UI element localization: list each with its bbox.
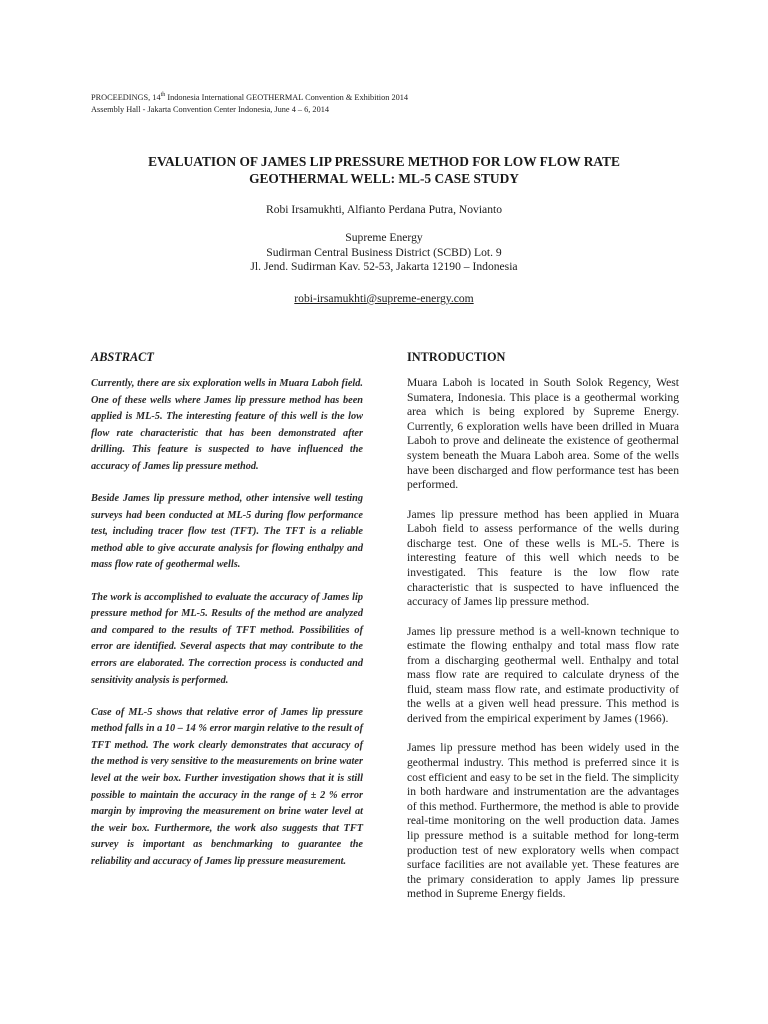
author-email-link[interactable]: robi-irsamukhti@supreme-energy.com	[294, 292, 474, 305]
abstract-paragraph: The work is accomplished to evaluate the accuracy of James lip pressure method for ML-5. Results of the method are analyzed and compared to the results of TFT method. Possibilities of error are identified. Several aspects that may contribute to the errors are elaborated. The correction process is conducted and sensitivity analysis is performed.	[91, 591, 363, 686]
introduction-paragraph: Muara Laboh is located in South Solok Regency, West Sumatera, Indonesia. This place is a geothermal working area which is being explored by Supreme Energy. Currently, 6 exploration wells have been drilled in Muara Laboh to prove and delineate the existence of geothermal system beneath the Muara Laboh area. Some of the wells have been discharged and flow performance test has been performed.	[407, 376, 679, 492]
paper-title	[80, 153, 688, 187]
author-list: Robi Irsamukhti, Alfianto Perdana Putra, Novianto	[265, 203, 503, 216]
abstract-paragraph: Beside James lip pressure method, other intensive well testing surveys had been conducted at ML-5 during flow performance test, including tracer flow test (TFT). The TFT is a reliable method able to give accurate analysis for flowing enthalpy and mass flow rate of geothermal wells.	[91, 493, 363, 571]
proceedings-line-1: PROCEEDINGS, 14th Indonesia International GEOTHERMAL Convention & Exhibition 2014	[91, 92, 409, 102]
abstract-paragraph: Currently, there are six exploration wells in Muara Laboh field. One of these wells where James lip pressure method has been applied is ML-5. The interesting feature of this well is the low flow rate characteristic that has been demonstrated after drilling. This feature is suspected to have influenced the accuracy of James lip pressure method.	[91, 378, 363, 472]
email-block	[80, 291, 688, 306]
proceedings-line-2: Assembly Hall - Jakarta Convention Center Indonesia, June 4 – 6, 2014	[91, 105, 330, 114]
affiliation-address-1: Sudirman Central Business District (SCBD) Lot. 9	[266, 245, 502, 259]
title-line-1: EVALUATION OF JAMES LIP PRESSURE METHOD FOR LOW FLOW RATE	[148, 154, 620, 169]
introduction-heading: INTRODUCTION	[407, 350, 506, 364]
affiliation-address-2: Jl. Jend. Sudirman Kav. 52-53, Jakarta 12190 – Indonesia	[250, 260, 518, 273]
affiliation-org: Supreme Energy	[345, 231, 423, 244]
ordinal-superscript: th	[160, 92, 166, 99]
abstract-paragraph: Case of ML-5 shows that relative error of James lip pressure method falls in a 10 – 14 % error margin relative to the result of TFT method. The work clearly demonstrates that accuracy of the method is very sensitive to the measurements on brine water level at the weir box. Further investigation shows that it is still possible to maintain the accuracy in the range of ± 2 % error margin by improving the measurement on brine water level at the weir box. Furthermore, the work also suggests that TFT survey is important as benchmarking to guarantee the reliability and accuracy of James lip pressure measurement.	[91, 706, 363, 867]
introduction-paragraph: James lip pressure method is a well-known technique to estimate the flowing enthalpy and total mass flow rate from a discharging geothermal well. Enthalpy and total mass flow rate are required to calculate dryness of the fluid, steam mass flow rate, and estimate productivity of the wells at a given well head pressure. This method is derived from the empirical experiment by James (1966).	[407, 624, 679, 726]
introduction-column	[407, 349, 679, 917]
abstract-heading: ABSTRACT	[91, 350, 154, 364]
title-line-2: GEOTHERMAL WELL: ML-5 CASE STUDY	[249, 171, 519, 186]
introduction-paragraph: James lip pressure method has been widely used in the geothermal industry. This method is preferred since it is cost efficient and easy to be set in the field. The simplicity in both hardware and instrumentation are the advantages of this method. Furthermore, the method is able to provide real-time monitoring on the well production data. James lip pressure method is a suitable method for long-term production test of new exploratory wells when compact surface facilities are not available yet. These features are the primary consideration to apply James lip pressure method in Supreme Energy fields.	[407, 741, 679, 901]
proceedings-header	[91, 92, 691, 116]
introduction-paragraph: James lip pressure method has been applied in Muara Laboh field to assess performance of the wells during discharge test. One of these wells is ML-5. There is interesting feature of this well which needs to be investigated. This feature is the low flow rate characteristic that is suspected to have influenced the accuracy of James lip pressure method.	[407, 507, 679, 609]
affiliation	[80, 231, 688, 275]
abstract-column	[91, 349, 363, 886]
